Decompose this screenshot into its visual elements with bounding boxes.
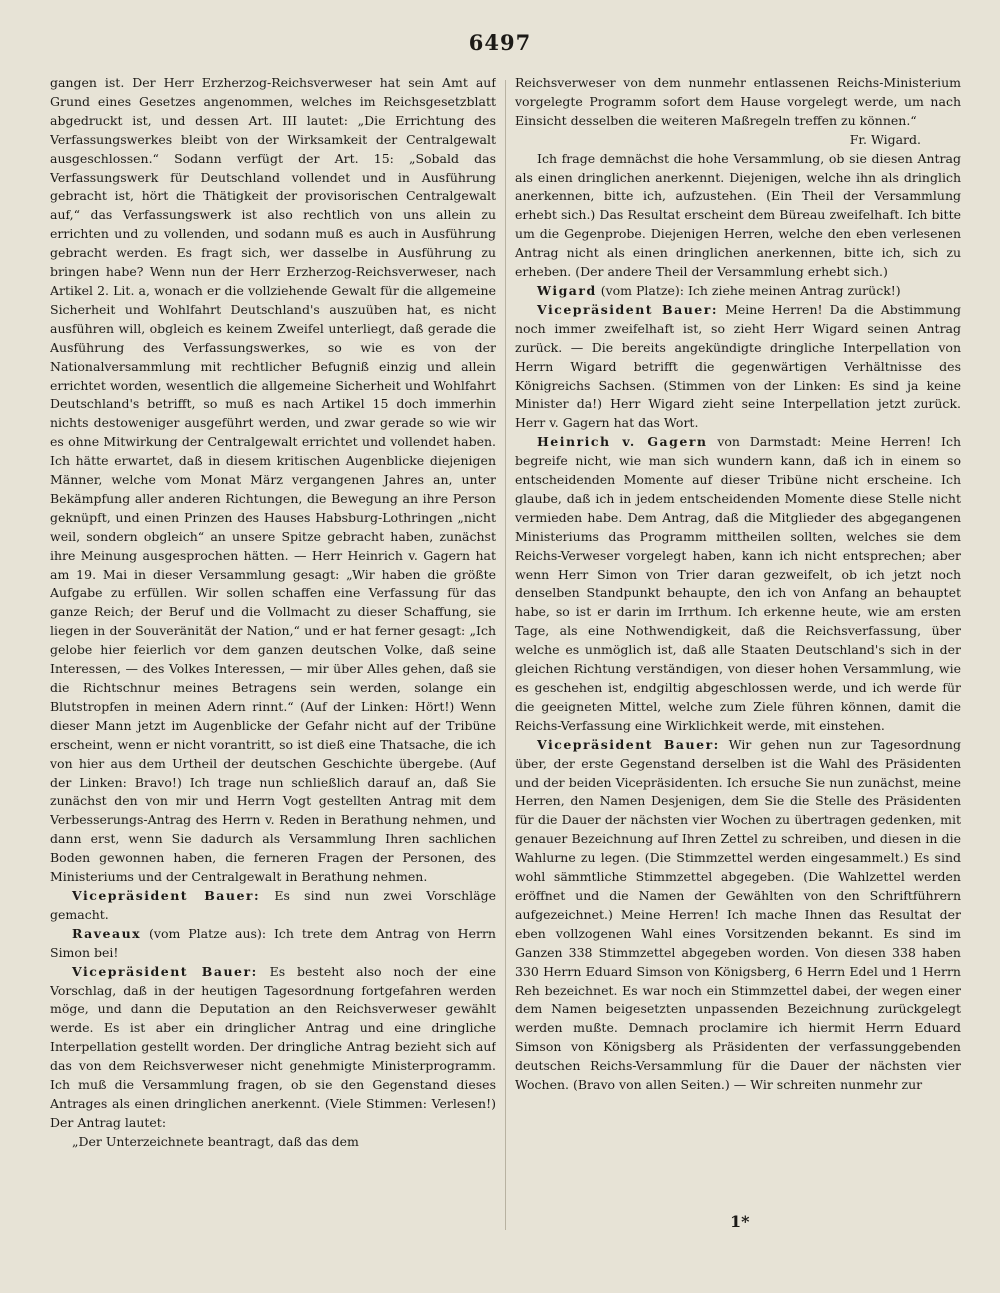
speech-raveaux (50, 925, 496, 963)
quoted-motion-start: „Der Unterzeichnete beantragt, daß das dem (72, 1133, 359, 1149)
speaker-name: Vicepräsident Bauer: (537, 301, 718, 317)
left-column (50, 74, 496, 1254)
speech-text: (vom Platze aus): Ich trete dem Antrag von Herrn Simon bei! (50, 925, 496, 960)
speech-gagern (515, 433, 961, 736)
speech-text: Meine Herren! Da die Abstimmung noch immer zweifelhaft ist, so zieht Herr Wigard seinen Antrag zurück. — Die bereits angekündigte dringliche Interpellation von Herrn Wigard betrifft die gegenwärtigen Verhältnisse des Königreichs Sachsen. (Stimmen von der Linken: Es sind ja keine Minister da!) Herr Wigard zieht seine Interpellation jetzt zurück. Herr v. Gagern hat das Wort. (515, 301, 961, 431)
speaker-name: Raveaux (72, 925, 142, 941)
speech-vicepresident-2 (50, 963, 496, 1133)
speech-text: Wir gehen nun zur Tagesordnung über, der erste Gegenstand derselben ist die Wahl des Präsidenten und der beiden Vicepräsidenten. Ich ersuche Sie nun zunächst, meine Herren, den Namen Desjenigen, dem Sie die Stelle des Präsidenten für die Dauer der nächsten vier Wochen zu übertragen gedenken, mit genauer Bezeichnung auf Ihren Zettel zu schreiben, und diesen in die Wahlurne zu legen. (Die Stimmzettel werden eingesammelt.) Es sind wohl sämmtliche Stimmzettel abgegeben. (Die Wahlzettel werden eröffnet und die Namen der Gewählten von den Schriftführern aufgezeichnet.) Meine Herren! Ich mache Ihnen das Resultat der eben vollzogenen Wahl eines Vorsitzenden bekannt. Es sind im Ganzen 338 Stimmzettel abgegeben worden. Von diesen 338 haben 330 Herrn Eduard Simson von Königsberg, 6 Herrn Edel und 1 Herrn Reh bezeichnet. Es war noch ein Stimmzettel dabei, der wegen einer dem Namen beigesetzten unpassenden Bezeichnung zurückgelegt werden mußte. Demnach proclamire ich hiermit Herrn Eduard Simson von Königsberg als Präsidenten der verfassunggebenden deutschen Reichs-Versammlung für die Dauer der nächsten vier Wochen. (Bravo von allen Seiten.) — Wir schreiten nunmehr zur (515, 736, 961, 1093)
page-number: 6497 (468, 30, 532, 55)
speaker-name: Vicepräsident Bauer: (72, 963, 258, 979)
speech-vicepresident-1 (50, 887, 496, 925)
motion-signature: Fr. Wigard. (849, 131, 921, 147)
speaker-name: Vicepräsident Bauer: (72, 887, 261, 903)
speech-vicepresident-3 (515, 301, 961, 433)
right-column (515, 74, 961, 1254)
speech-text: Es besteht also noch der eine Vorschlag, daß in der heutigen Tagesordnung fortgefahren werden möge, und dann die Deputation an den Reichsverweser gewählt werde. Es ist aber ein dringlicher Antrag und eine dringliche Interpellation gestellt worden. Der dringliche Antrag bezieht sich auf das von dem Reichsverweser nicht genehmigte Ministerprogramm. Ich muß die Versammlung fragen, ob sie den Gegenstand dieses Antrages als einen dringlichen anerkennt. (Viele Stimmen: Verlesen!) Der Antrag lautet: (50, 963, 496, 1130)
quoted-motion-end: Reichsverweser von dem nunmehr entlassenen Reichs-Ministerium vorgelegte Programm sofort dem Hause vorgelegt werde, um nach Einsicht desselben die weiteren Maßregeln treffen zu können.“ (515, 75, 961, 128)
speech-wigard (515, 282, 961, 301)
speaker-name: Heinrich v. Gagern (537, 434, 708, 450)
column-divider (505, 80, 506, 1230)
paragraph-1: gangen ist. Der Herr Erzherzog-Reichsverweser hat sein Amt auf Grund eines Gesetzes angenommen, welches im Reichsgesetzblatt abgedruckt ist, und dessen Art. III lautet: „Die Errichtung des Verfassungswerkes bleibt von der Wirksamkeit der Centralgewalt ausgeschlossen.“ Sodann verfügt der Art. 15: „Sobald das Verfassungswerk für Deutschland vollendet und in Ausführung gebracht ist, hört die Thätigkeit der provisorischen Centralgewalt auf,“ das Verfassungswerk ist also rechtlich von uns allein zu errichten und zu vollenden, und sodann muß es auch in Ausführung gebracht werden. Es fragt sich, wer dasselbe in Ausführung zu bringen habe? Wenn nun der Herr Erzherzog-Reichsverweser, nach Artikel 2. Lit. a, wonach er die vollziehende Gewalt für die allgemeine Sicherheit und Wohlfahrt Deutschland's auszuüben hat, es nicht ausführen will, obgleich es keinem Zweifel unterliegt, daß gerade die Ausführung des Verfassungswerkes, so wie es von der Nationalversammlung mit rechtlicher Befugniß einzig und allein errichtet worden, wesentlich die allgemeine Sicherheit und Wohlfahrt Deutschland's betrifft, so muß es nach Artikel 15 doch immerhin nichts destoweniger ausgeführt werden, und zwar gerade so wie wir es ohne Mitwirkung der Centralgewalt errichtet und vollendet haben. Ich hätte erwartet, daß in diesem kritischen Augenblicke diejenigen Männer, welche vom Monat März vergangenen Jahres an, unter Bekämpfung aller anderen Richtungen, die Bewegung an ihre Person geknüpft, und einen Prinzen des Hauses Habsburg-Lothringen „nicht weil, sondern obgleich“ an unsere Spitze gebracht haben, zunächst ihre Meinung ausgesprochen hätten. — Herr Heinrich v. Gagern hat am 19. Mai in dieser Versammlung gesagt: „Wir haben die größte Aufgabe zu erfüllen. Wir sollen schaffen eine Verfassung für das ganze Reich; der Beruf und die Vollmacht zu dieser Schaffung, sie liegen in der Souveränität der Nation,“ und er hat ferner gesagt: „Ich gelobe hier feierlich vor dem ganzen deutschen Volke, daß seine Interessen, — des Volkes Interessen, — mir über Alles gehen, daß sie die Richtschnur meines Betragens sein werden, solange ein Blutstropfen in meinen Adern rinnt.“ (Auf der Linken: Hört!) Wenn dieser Mann jetzt im Augenblicke der Gefahr nicht auf der Tribüne erscheint, wenn er nicht vorantritt, so ist dieß eine Thatsache, die ich von hier aus dem Urtheil der deutschen Geschichte übergebe. (Auf der Linken: Bravo!) Ich trage nun schließlich darauf an, daß Sie zunächst den von mir und Herrn Vogt gestellten Antrag mit dem Verbesserungs-Antrag des Herrn v. Reden in Berathung nehmen, und dann erst, wenn Sie dadurch als Versammlung Ihren sachlichen Boden gewonnen haben, die ferneren Fragen der Personen, des Ministeriums und der Centralgewalt in Berathung nehmen. (50, 75, 496, 885)
signature-mark: 1* (730, 1212, 750, 1231)
speaker-name: Vicepräsident Bauer: (537, 736, 720, 752)
speech-text: (vom Platze): Ich ziehe meinen Antrag zurück!) (600, 282, 901, 298)
paragraph-vote: Ich frage demnächst die hohe Versammlung, ob sie diesen Antrag als einen dringlichen anerkennt. Diejenigen, welche ihn als dringlich anerkennen, bitte ich, aufzustehen. (Ein Theil der Versammlung erhebt sich.) Das Resultat erscheint dem Büreau zweifelhaft. Ich bitte um die Gegenprobe. Diejenigen Herren, welche den eben verlesenen Antrag nicht als einen dringlichen anerkennen, bitte ich, sich zu erheben. (Der andere Theil der Versammlung erhebt sich.) (515, 150, 961, 280)
speech-text: von Darmstadt: Meine Herren! Ich begreife nicht, wie man sich wundern kann, daß ich in einem so entscheidenden Momente auf dieser Tribüne nicht erscheine. Ich glaube, daß ich in jedem entscheidenden Momente diese Stelle nicht vermieden habe. Dem Antrag, daß die Mitglieder des abgegangenen Ministeriums das Programm mittheilen sollten, welches sie dem Reichs-Verweser vorgelegt haben, kann ich nicht entsprechen; aber wenn Herr Simon von Trier daran gezweifelt, ob ich jetzt noch denselben Standpunkt behaupte, den ich von Anfang an behauptet habe, so ist er darin im Irrthum. Ich erkenne heute, wie am ersten Tage, als eine Nothwendigkeit, daß die Reichsverfassung, über welche es unmöglich ist, daß alle Staaten Deutschland's sich in der gleichen Richtung verständigen, von dieser hohen Versammlung, wie es geschehen ist, endgiltig abgeschlossen werde, und ich werde für die geeigneten Mittel, welche zum Ziele führen können, damit die Reichs-Verfassung eine Wirklichkeit werde, mit einstehen. (515, 434, 961, 733)
speech-text: Es sind nun zwei Vorschläge gemacht. (50, 887, 496, 922)
speech-vicepresident-4 (515, 736, 961, 1095)
speaker-name: Wigard (537, 282, 597, 298)
